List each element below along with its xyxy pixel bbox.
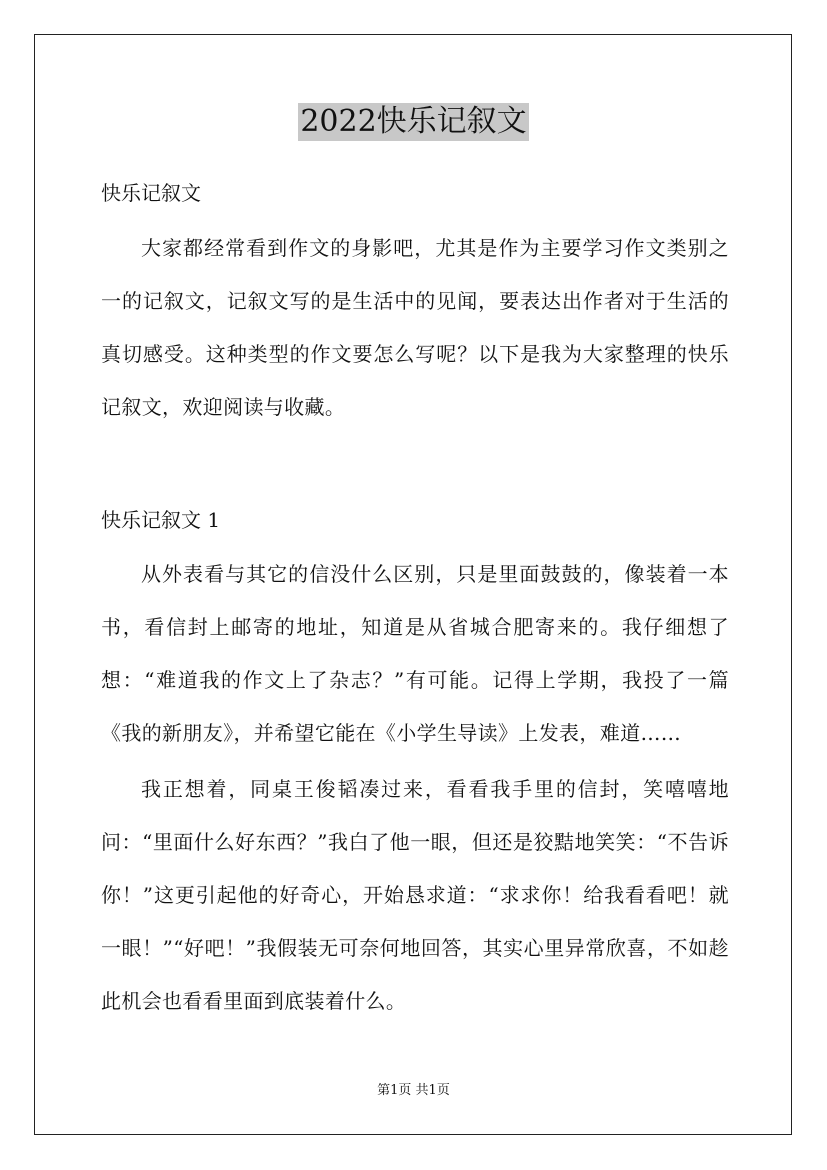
document-title: 2022快乐记叙文 [300, 104, 527, 139]
section-heading: 快乐记叙文 1 [101, 508, 221, 532]
page-footer: 第1页 共1页 [377, 1083, 450, 1098]
intro-paragraph: 大家都经常看到作文的身影吧，尤其是作为主要学习作文类别之一的记叙文，记叙文写的是生活中的见闻，要表达出作者对于生活的真切感受。这种类型的作文要怎么写呢？以下是我为大家整理的快乐记叙文，欢迎阅读与收藏。 [101, 236, 729, 419]
intro-heading: 快乐记叙文 [101, 181, 201, 205]
section-paragraph-1: 从外表看与其它的信没什么区别，只是里面鼓鼓的，像装着一本书，看信封上邮寄的地址，知道是从省城合肥寄来的。我仔细想了想：“难道我的作文上了杂志？”有可能。记得上学期，我投了一篇《我的新朋友》，并希望它能在《小学生导读》上发表，难道…… [101, 562, 729, 745]
section-paragraph-2: 我正想着，同桌王俊韬凑过来，看看我手里的信封，笑嘻嘻地问：“里面什么好东西？”我白了他一眼，但还是狡黠地笑笑：“不告诉你！”这更引起他的好奇心，开始恳求道：“求求你！给我看看吧！就一眼！”“好吧！”我假装无可奈何地回答，其实心里异常欣喜，不如趁此机会也看看里面到底装着什么。 [101, 777, 729, 1013]
document-title-container [0, 103, 827, 141]
